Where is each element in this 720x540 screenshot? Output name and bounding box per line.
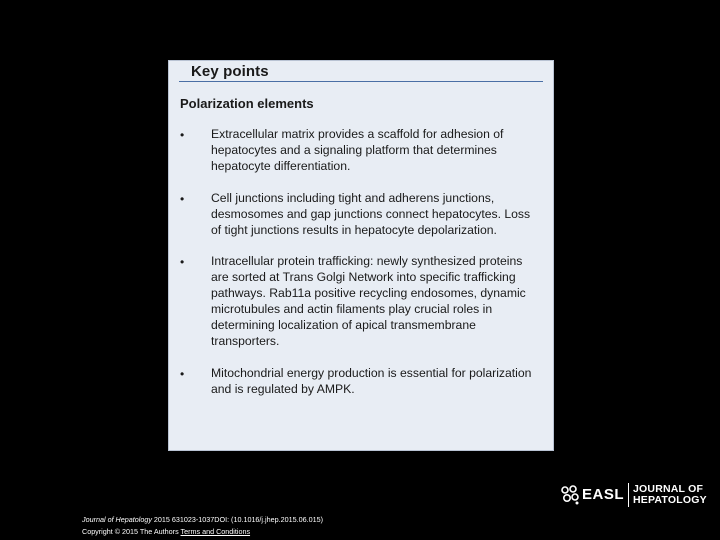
bullet-icon: • [180, 366, 185, 381]
bullet-icon: • [180, 128, 185, 142]
list-item [169, 191, 553, 239]
key-points-title: Key points [191, 63, 269, 80]
citation-text: 2015 631023-1037DOI: (10.1016/j.jhep.2015.06.015) [151, 515, 323, 524]
key-points-box [168, 60, 554, 451]
terms-link[interactable]: Terms and Conditions [180, 527, 251, 536]
citation-line [82, 514, 323, 526]
list-item [169, 127, 553, 175]
bullet-text: Mitochondrial energy production is essential for polarization and is regulated by AMPK. [211, 365, 532, 396]
bullet-icon: • [180, 255, 185, 270]
copyright-line [82, 526, 323, 538]
title-divider [179, 81, 543, 82]
easl-logo-mark-icon [560, 484, 580, 506]
easl-brand: EASL [582, 483, 629, 507]
journal-title-line1: JOURNAL OF [633, 483, 704, 495]
section-heading: Polarization elements [180, 96, 314, 111]
easl-journal-logo [560, 478, 714, 512]
copyright-text: Copyright © 2015 The Authors [82, 527, 181, 536]
list-item [169, 254, 553, 349]
citation-footer [82, 514, 323, 538]
bullet-icon: • [180, 191, 185, 206]
journal-title-line2: HEPATOLOGY [633, 494, 707, 506]
bullet-text: Extracellular matrix provides a scaffold for adhesion of hepatocytes and a signaling platform that determines hepatocyte differentiation. [211, 127, 504, 173]
bullet-text: Intracellular protein trafficking: newly synthesized proteins are sorted at Trans Golgi Network into specific trafficking pathways. Rab11a positive recycling endosomes, dynamic microtubules and actin filaments play crucial roles in determining localization of apical transmembrane transporters. [211, 254, 526, 348]
key-points-list [169, 127, 553, 414]
list-item [169, 366, 553, 398]
journal-title [633, 484, 707, 506]
journal-name: Journal of Hepatology [82, 515, 152, 524]
bullet-text: Cell junctions including tight and adherens junctions, desmosomes and gap junctions connect hepatocytes. Loss of tight junctions results in hepatocyte depolarization. [211, 190, 531, 237]
